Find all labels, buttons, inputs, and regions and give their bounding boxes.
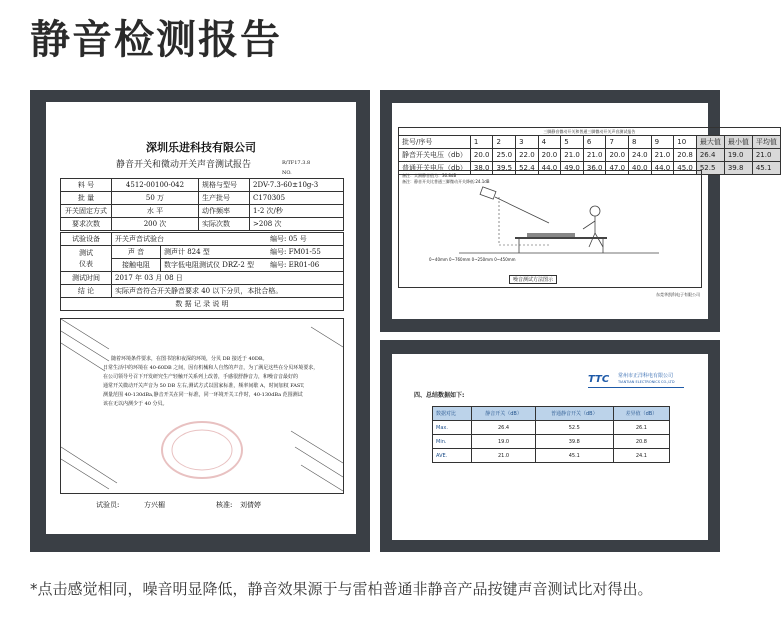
r2-row2-c8: 44.0 <box>651 162 674 175</box>
report-1-paper <box>46 102 356 534</box>
r1-date-label: 测试时间 <box>61 272 112 285</box>
r1-conclusion-label: 结 论 <box>61 285 112 298</box>
r3-row1-a: 19.0 <box>472 435 535 449</box>
report-1-table <box>60 178 344 231</box>
r1-resist-value: 数字低电阻测试仪 DRZ-2 型 <box>161 259 268 272</box>
r2-row2-c2: 52.4 <box>516 162 539 175</box>
r1-resist-label: 接触电阻 <box>112 259 161 272</box>
r2-h7: 7 <box>606 136 629 149</box>
report-1-no: NO. <box>282 170 292 176</box>
r2-note1: 备注：实测静音值为：36.8dB <box>402 173 457 178</box>
r2-note2: 备注：静音开关比普通三脚微动开关降低:24.1dB <box>402 179 490 184</box>
r2-row1-c5: 21.0 <box>583 149 606 162</box>
r3-company-cn: 常州市正洋科电有限公司 <box>618 373 674 379</box>
r3-row1-c: 20.8 <box>613 435 669 449</box>
r1-test-label: 测试 <box>79 248 93 257</box>
r1-body-line-2: 在公司领导号召下开发研究生产轻触开关系列上改善，手感很舒静音力，和噪音音最好的 <box>103 374 299 380</box>
r2-row1-c9: 20.8 <box>674 149 697 162</box>
r2-row2-c12: 45.1 <box>752 162 780 175</box>
r2-row2-label: 普通开关电压（db） <box>399 162 471 175</box>
r3-row2-b: 45.1 <box>535 449 613 463</box>
page-title: 静音检测报告 <box>30 17 282 63</box>
r1-record-header: 数 据 记 录 说 明 <box>61 298 344 311</box>
r2-row1-label: 静音开关电压（db） <box>399 149 471 162</box>
r2-h3: 3 <box>516 136 539 149</box>
red-stamp-icon <box>157 415 247 485</box>
r2-row2-c9: 45.0 <box>674 162 697 175</box>
r1-row2-l1: 开关固定方式 <box>61 205 112 218</box>
r1-resist-no: 编号: ER01-06 <box>267 259 344 272</box>
r2-row2-c5: 36.0 <box>583 162 606 175</box>
r1-row2-v2: 1-2 次/秒 <box>250 205 344 218</box>
r2-table-title: 三脚静音微动开关和普通三脚微动开关声音测试报告 <box>399 128 781 136</box>
r1-equip-value: 开关声音试验台 <box>112 233 268 246</box>
r1-body-line-3: 通常开关微动开关声音为 50 DB 左右,测试方式以国家标准，频率间歇 A，时间加权 FAST, <box>103 383 305 389</box>
r2-row1-c1: 25.0 <box>493 149 516 162</box>
r1-tester: 方兴楣 <box>144 501 165 509</box>
report-1-subtitle: 静音开关和微动开关声音测试报告 <box>116 160 252 170</box>
r2-h0: 批号/序号 <box>399 136 471 149</box>
r2-row2-c3: 44.0 <box>538 162 561 175</box>
r2-company: 东莞华凯科电子有限公司 <box>656 292 700 297</box>
r3-row0-c: 26.1 <box>613 421 669 435</box>
r1-date-value: 2017 年 03 月 08 日 <box>112 272 344 285</box>
report-1-equip-table <box>60 232 344 311</box>
r1-row2-v1: 水 平 <box>112 205 199 218</box>
r2-h4: 4 <box>538 136 561 149</box>
r1-body-line-4: 测量范围 40-130dBa,静音开关在同一标准，同一环境开关工作时，40-130dBa 范围测试 <box>103 392 303 398</box>
r1-instr-label: 仪表 <box>79 259 93 268</box>
report-2-table <box>398 127 781 175</box>
noise-test-diagram <box>399 171 701 287</box>
report-2-paper <box>392 103 777 319</box>
r2-diagram-box <box>398 170 702 288</box>
r1-row0-l1: 料 号 <box>61 179 112 192</box>
r3-row2-c: 24.1 <box>613 449 669 463</box>
r2-h11: 最大值 <box>696 136 724 149</box>
r1-test-instr-cell <box>61 246 112 272</box>
r2-dims: 0~40mm 0~760mm 0~250mm 0~450mm <box>429 257 516 262</box>
r3-row0-b: 52.5 <box>535 421 613 435</box>
r2-row1-c7: 24.0 <box>629 149 652 162</box>
r1-row0-v2: 2DV-7.3-60±10g-3 <box>250 179 344 192</box>
r3-section: 四、总结数据如下: <box>414 392 465 399</box>
r1-row1-v2: C170305 <box>250 192 344 205</box>
r3-row0-name: Max. <box>433 421 472 435</box>
r3-row1-b: 39.8 <box>535 435 613 449</box>
r2-h10: 10 <box>674 136 697 149</box>
r2-h6: 6 <box>583 136 606 149</box>
r2-row1-c3: 20.0 <box>538 149 561 162</box>
r3-row2-name: AVE. <box>433 449 472 463</box>
r1-row0-l2: 规格与型号 <box>199 179 250 192</box>
r3-row2-a: 21.0 <box>472 449 535 463</box>
r1-sound-label: 声 音 <box>112 246 161 259</box>
r2-row2-c4: 49.0 <box>561 162 584 175</box>
r2-h9: 9 <box>651 136 674 149</box>
r2-row2-c7: 40.0 <box>629 162 652 175</box>
r1-row2-l2: 动作频率 <box>199 205 250 218</box>
r1-body-line-5: 该在无以内测少于 40 分贝。 <box>103 401 168 407</box>
r2-row1-c0: 20.0 <box>470 149 493 162</box>
r3-row0-a: 26.4 <box>472 421 535 435</box>
r3-h1: 静音开关（dB） <box>472 407 535 421</box>
r2-row1-c10: 26.4 <box>696 149 724 162</box>
r1-equip-label: 试验设备 <box>61 233 112 246</box>
r1-approver-label: 核准: <box>216 501 233 509</box>
r3-divider <box>588 387 684 388</box>
r3-h0: 数据对比 <box>433 407 472 421</box>
r1-body-line-1: 日常生活中的环境在 40-60DB 之间，因有机械和人自然的声音，为了满足这些在分贝环境要求， <box>103 365 319 371</box>
r2-h12: 最小值 <box>724 136 752 149</box>
r1-sound-value: 测声计 824 型 <box>161 246 268 259</box>
r1-row1-l1: 批 量 <box>61 192 112 205</box>
r2-row2-c1: 39.5 <box>493 162 516 175</box>
r1-tester-label: 试验员: <box>96 501 120 509</box>
r2-h13: 平均值 <box>752 136 780 149</box>
r2-row2-c0: 38.0 <box>470 162 493 175</box>
r2-h5: 5 <box>561 136 584 149</box>
r2-h1: 1 <box>470 136 493 149</box>
report-1-company: 深圳乐进科技有限公司 <box>146 141 256 154</box>
r2-row2-c11: 39.8 <box>724 162 752 175</box>
r2-row1-c4: 21.0 <box>561 149 584 162</box>
r3-h2: 普通静音开关（dB） <box>535 407 613 421</box>
r3-h3: 差异值（dB） <box>613 407 669 421</box>
r1-equip-no: 编号: 05 号 <box>267 233 344 246</box>
r2-row2-c6: 47.0 <box>606 162 629 175</box>
report-1-record-box <box>60 318 344 494</box>
r2-row1-c12: 21.0 <box>752 149 780 162</box>
r1-approver: 刘倩婷 <box>240 501 261 509</box>
r1-row3-v1: 200 次 <box>112 218 199 231</box>
r2-row1-c11: 19.0 <box>724 149 752 162</box>
r2-h8: 8 <box>629 136 652 149</box>
r1-row1-l2: 生产批号 <box>199 192 250 205</box>
r1-row1-v1: 50 万 <box>112 192 199 205</box>
r1-row3-v2: >208 次 <box>250 218 344 231</box>
r1-row0-v1: 4512-00100-042 <box>112 179 199 192</box>
r1-body-line-0: 随着环境条件要求，在图书馆和夜深的环境，分贝 DB 接近于 40DB。 <box>111 356 268 362</box>
report-3-table <box>432 406 670 463</box>
r3-company-en: TIANTIAN ELECTRONICS CO.,LTD <box>618 380 675 384</box>
r3-row1-name: Min. <box>433 435 472 449</box>
r2-h2: 2 <box>493 136 516 149</box>
r1-row3-l2: 实际次数 <box>199 218 250 231</box>
ttc-logo: TTC <box>588 374 610 385</box>
r2-row2-c10: 52.5 <box>696 162 724 175</box>
r1-row3-l1: 要求次数 <box>61 218 112 231</box>
report-1-code: R/TF17.3.8 <box>282 160 311 166</box>
report-3-paper <box>392 354 708 540</box>
r2-row1-c8: 21.0 <box>651 149 674 162</box>
r1-sound-no: 编号: FM01-55 <box>267 246 344 259</box>
r2-row1-c2: 22.0 <box>516 149 539 162</box>
r2-caption: 噪音测试方法图示 <box>509 275 557 284</box>
r1-conclusion-value: 实际声音符合开关静音要求 40 以下分贝，本批合格。 <box>112 285 344 298</box>
r2-row1-c6: 20.0 <box>606 149 629 162</box>
footnote: *点击感觉相同，噪音明显降低，静音效果源于与雷柏普通非静音产品按键声音测试比对得出。 <box>30 580 653 598</box>
